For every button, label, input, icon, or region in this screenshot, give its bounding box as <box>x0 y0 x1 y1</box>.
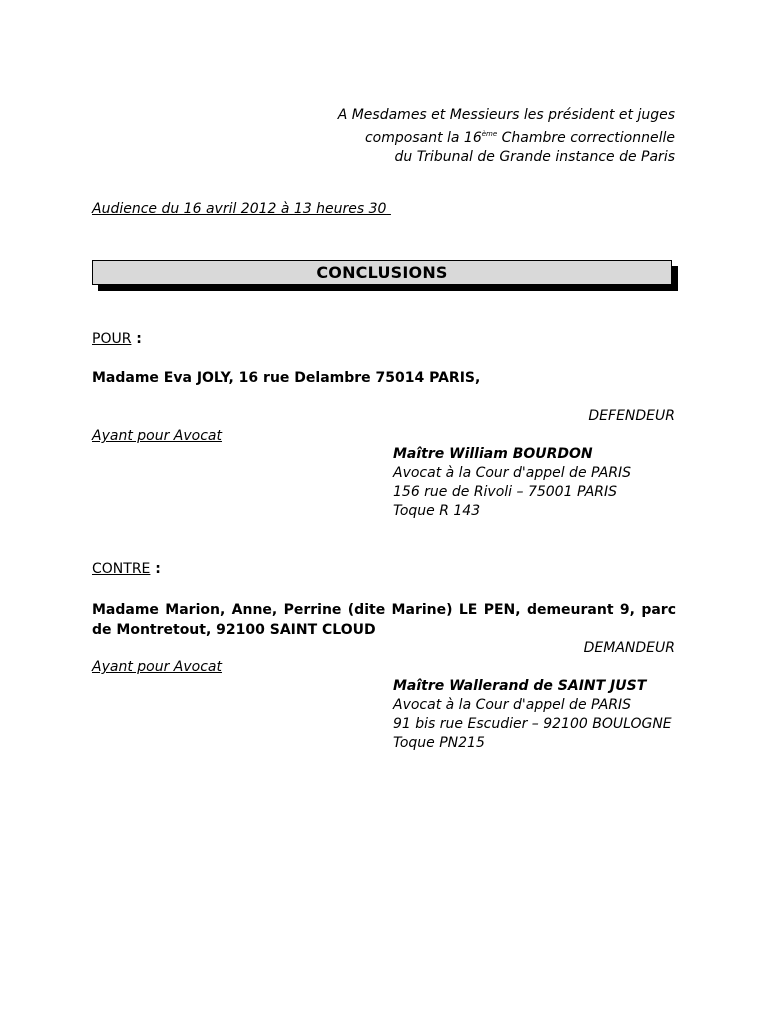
hearing-date <box>92 201 391 217</box>
contre-party <box>92 600 676 640</box>
contre-role: DEMANDEUR <box>583 640 675 656</box>
pour-lawyer-block <box>393 445 631 521</box>
pour-lawyer-line-2: 156 rue de Rivoli – 75001 PARIS <box>393 484 618 500</box>
pour-heading <box>92 331 142 347</box>
addressee-line-3: du Tribunal de Grande instance de Paris <box>394 149 675 165</box>
contre-lawyer-line-1: Avocat à la Cour d'appel de PARIS <box>393 697 632 713</box>
contre-heading <box>92 561 161 577</box>
addressee-block <box>195 106 675 167</box>
pour-heading-colon: : <box>131 331 142 347</box>
pour-lawyer-name: Maître William BOURDON <box>393 446 593 462</box>
addressee-line-2-pre: composant la 16 <box>364 130 482 146</box>
contre-lawyer-name: Maître Wallerand de SAINT JUST <box>393 678 647 694</box>
addressee-line-2 <box>195 125 675 148</box>
contre-heading-label: CONTRE <box>92 561 151 577</box>
contre-party-line-1: Madame Marion, Anne, Perrine (dite Marine) LE PEN, demeurant 9, parc <box>92 602 676 618</box>
pour-lawyer-line-1: Avocat à la Cour d'appel de PARIS <box>393 465 632 481</box>
addressee-line-1: A Mesdames et Messieurs les président et juges <box>337 107 675 123</box>
contre-lawyer-line-3: Toque PN215 <box>393 735 485 751</box>
hearing-text: Audience du 16 avril 2012 à 13 heures 30 <box>92 201 387 217</box>
conclusions-banner <box>92 260 672 285</box>
contre-avocat-label: Ayant pour Avocat <box>92 659 222 675</box>
banner-title: CONCLUSIONS <box>316 263 448 282</box>
contre-party-line-2: de Montretout, 92100 SAINT CLOUD <box>92 622 376 638</box>
pour-heading-label: POUR <box>92 331 132 347</box>
pour-party: Madame Eva JOLY, 16 rue Delambre 75014 PARIS, <box>92 370 481 386</box>
pour-lawyer-line-3: Toque R 143 <box>393 503 481 519</box>
addressee-line-2-sup: ème <box>481 130 498 138</box>
contre-heading-colon: : <box>150 561 161 577</box>
addressee-line-2-post: Chambre correctionnelle <box>497 130 675 146</box>
pour-role: DEFENDEUR <box>588 408 675 424</box>
pour-avocat-label: Ayant pour Avocat <box>92 428 222 444</box>
contre-lawyer-block <box>393 677 672 753</box>
contre-lawyer-line-2: 91 bis rue Escudier – 92100 BOULOGNE <box>393 716 672 732</box>
